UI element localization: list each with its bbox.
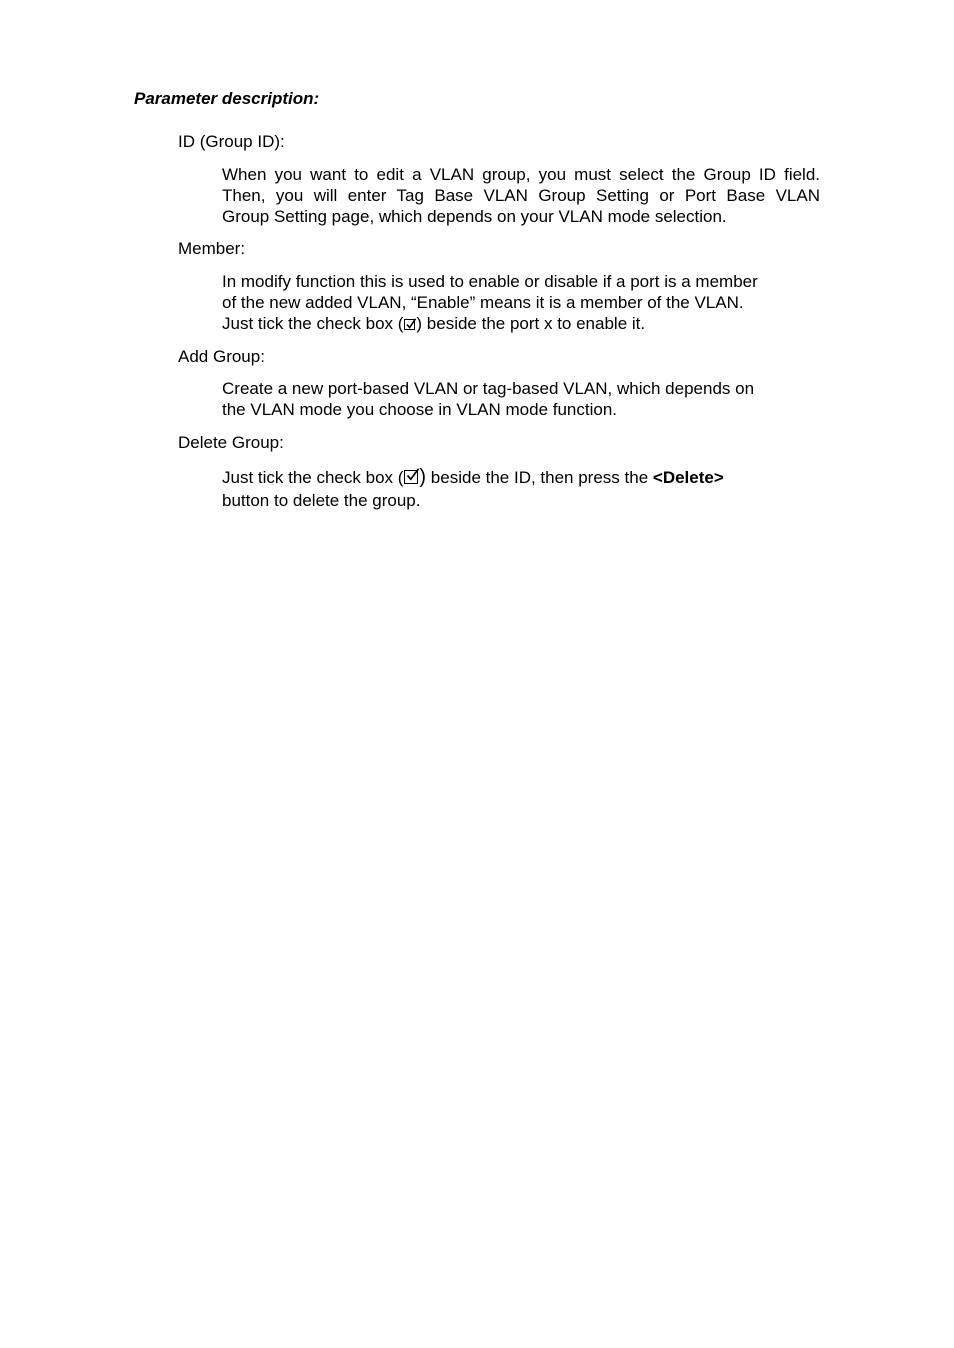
desc-text: Just tick the check box (	[222, 468, 404, 487]
param-label-group-id: ID (Group ID):	[178, 132, 285, 151]
param-desc-add-group	[222, 378, 820, 420]
desc-text: )	[419, 466, 427, 488]
desc-text: beside the ID, then press the	[426, 468, 653, 487]
delete-key-label: <Delete>	[652, 468, 724, 487]
checked-checkbox-icon	[404, 319, 415, 330]
desc-line: When you want to edit a VLAN group, you must select the Group ID field.	[222, 165, 820, 184]
desc-line-with-icon	[222, 313, 820, 334]
desc-text: Just tick the check box (	[222, 314, 404, 333]
desc-line: the VLAN mode you choose in VLAN mode function.	[222, 400, 618, 419]
param-desc-member	[222, 271, 820, 334]
desc-line: Create a new port-based VLAN or tag-based VLAN, which depends on	[222, 379, 755, 398]
desc-line: of the new added VLAN, “Enable” means it is a member of the VLAN.	[222, 293, 744, 312]
desc-line: In modify function this is used to enable or disable if a port is a member	[222, 272, 758, 291]
param-desc-delete-group	[222, 466, 820, 512]
desc-line: Group Setting page, which depends on your VLAN mode selection.	[222, 207, 727, 226]
param-desc-group-id	[222, 164, 820, 227]
desc-line-with-icon	[222, 466, 820, 489]
desc-line: button to delete the group.	[222, 491, 421, 510]
section-heading: Parameter description:	[134, 89, 320, 108]
desc-text: ) beside the port x to enable it.	[416, 314, 646, 333]
checked-checkbox-icon	[404, 470, 418, 484]
desc-line: Then, you will enter Tag Base VLAN Group Setting or Port Base VLAN	[222, 186, 820, 205]
param-label-add-group: Add Group:	[178, 347, 265, 366]
param-label-member: Member:	[178, 239, 246, 258]
param-label-delete-group: Delete Group:	[178, 433, 284, 452]
